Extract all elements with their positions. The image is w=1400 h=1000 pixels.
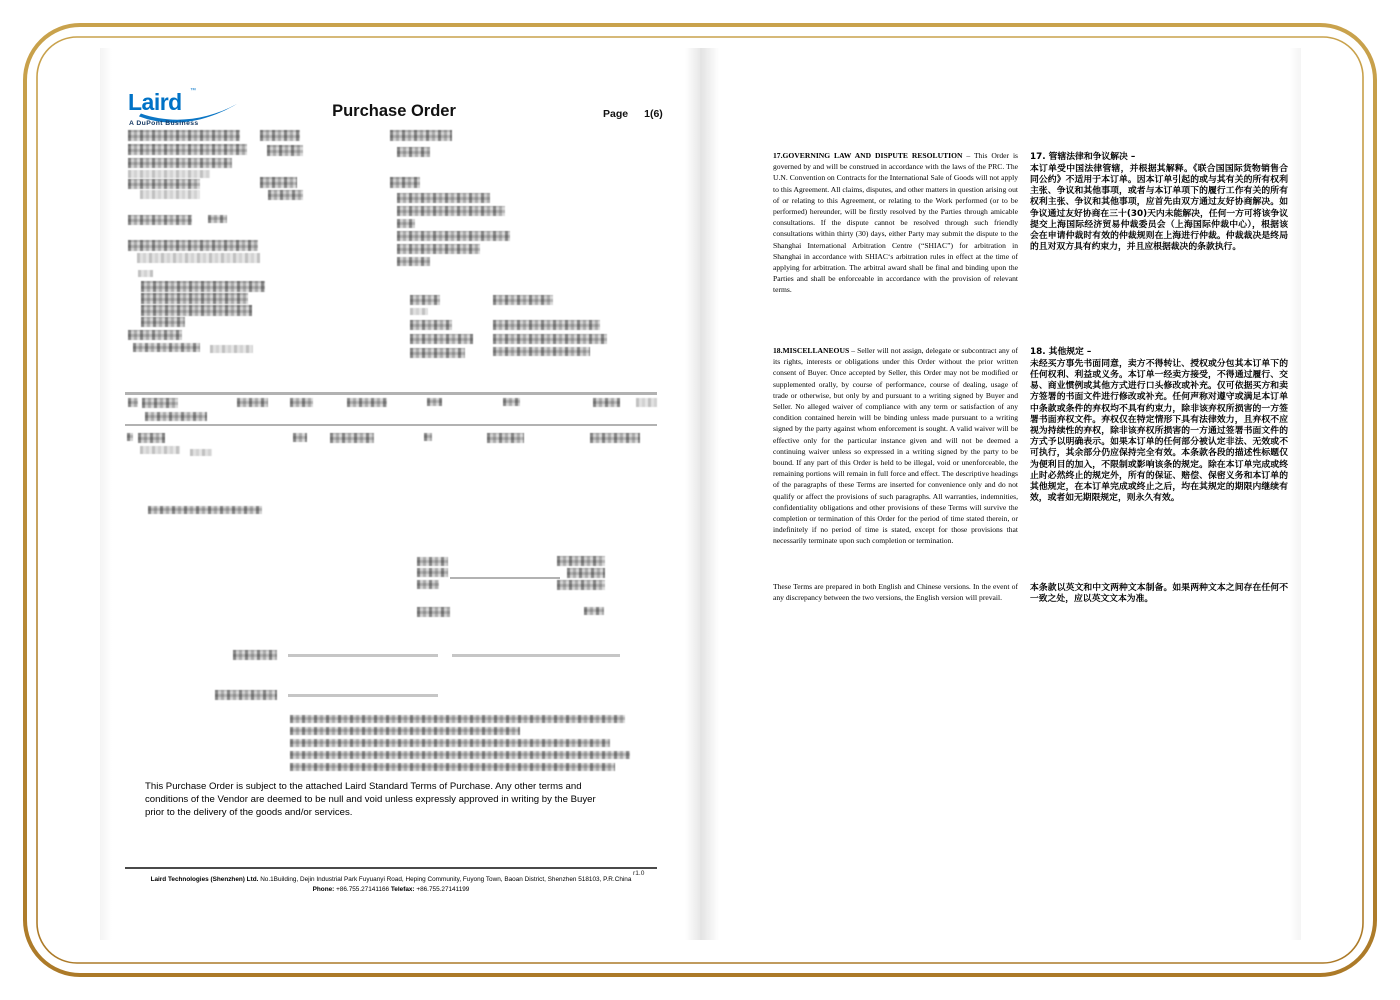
redacted-text-block: [557, 580, 605, 590]
redacted-text-block: [397, 257, 430, 266]
redacted-text-block: [347, 398, 387, 407]
redacted-text-block: [137, 253, 260, 263]
redacted-text-block: [128, 398, 138, 407]
revision-label: r1.0: [633, 870, 645, 877]
section-18-chinese: [1030, 347, 1288, 504]
redacted-text-block: [590, 433, 640, 443]
redacted-text-block: [593, 398, 620, 407]
logo-tagline: A DuPont Business: [129, 120, 199, 127]
page-footer: [125, 875, 657, 895]
redacted-text-block: [260, 130, 300, 141]
redacted-text-block: [397, 193, 490, 203]
rule-line: [125, 392, 657, 395]
page-title: Purchase Order: [332, 102, 456, 120]
redacted-text-block: [290, 398, 313, 407]
redacted-text-block: [390, 177, 420, 188]
section-17-english: [773, 150, 1018, 296]
section-17-zh-heading: 17. 管辖法律和争议解决 –: [1030, 152, 1136, 162]
redacted-text-block: [128, 158, 232, 168]
redacted-text-block: [233, 650, 277, 660]
closing-clause-zh-text: 本条款以英文和中文两种文本制备。如果两种文本之间存在任何不一致之处，应以英文文本为准。: [1030, 583, 1288, 605]
footer-address-line: [125, 875, 657, 885]
redacted-text-block: [260, 177, 297, 188]
redacted-text-block: [128, 144, 247, 155]
footer-contact-line: [125, 885, 657, 895]
redacted-text-block: [148, 506, 262, 514]
redacted-text-block: [493, 320, 600, 330]
redacted-text-block: [397, 231, 510, 241]
redacted-text-block: [397, 206, 505, 216]
redacted-text-block: [410, 320, 452, 330]
redacted-text-block: [290, 739, 610, 747]
redacted-text-block: [493, 295, 553, 305]
rule-line: [125, 424, 657, 426]
purchase-order-page: [100, 48, 700, 940]
redacted-text-block: [410, 295, 440, 305]
redacted-text-block: [140, 190, 200, 199]
redacted-text-block: [503, 398, 520, 406]
redacted-text-block: [127, 433, 133, 441]
redacted-text-block: [397, 244, 480, 254]
redacted-text-block: [410, 308, 428, 315]
footer-fax-label: Telefax:: [390, 886, 415, 893]
section-18-zh-body: 未经买方事先书面同意，卖方不得转让、授权或分包其本订单下的任何权利、利益或义务。本订单一经卖方接受，不得通过履行、交易、商业惯例或其他方式进行口头修改或补充。仅可依据买方和卖方签署的书面文件进行修改或补充。任何声称对遵守或满足本订单中条款或条件的弃权均不具有约束力，除非该弃权所损害的一方签署书面弃权文件。弃权仅在特定情形下具有法律效力，且弃权不应视为持续性的弃权，除非该弃权所损害的一方通过签署书面文件的方式予以明确表示。如果本订单的任何部分被认定非法、无效或不可执行，其余部分仍应保持完全有效。本条款各段的描述性标题仅为便利目的加入，不限制或影响该条的规定。除在本订单完成或终止时必然终止的规定外，所有的保证、赔偿、保密义务和本订单的其他规定，在本订单完成或终止之后，均在其规定的期限内继续有效，或者如无期限规定，则永久有效。: [1030, 358, 1288, 504]
redacted-text-block: [268, 190, 303, 200]
redacted-text-block: [210, 345, 253, 353]
rule-line: [288, 694, 438, 697]
redacted-text-block: [190, 449, 212, 456]
rule-line: [450, 577, 560, 579]
rule-line: [125, 867, 657, 869]
rule-line: [288, 654, 438, 657]
footer-phone: +86.755.27141166: [336, 886, 390, 893]
redacted-text-block: [567, 568, 605, 578]
redacted-text-block: [290, 763, 615, 771]
rule-line: [452, 654, 620, 657]
redacted-text-block: [487, 433, 524, 443]
footer-fax: +86.755.27141199: [416, 886, 470, 893]
redacted-text-block: [397, 219, 415, 228]
terms-page: [700, 48, 1301, 940]
redacted-text-block: [493, 334, 607, 344]
redacted-text-block: [138, 270, 153, 277]
redacted-text-block: [417, 580, 439, 589]
closing-clause-en-text: These Terms are prepared in both English and Chinese versions. In the event of any discrepancy between the two versions, the English version will prevail.: [773, 582, 1018, 603]
redacted-text-block: [215, 690, 277, 700]
terms-notice: This Purchase Order is subject to the attached Laird Standard Terms of Purchase. Any other terms and conditions of the Vendor are deemed to be null and void unless expressly approved in writing by the Buyer prior to the delivery of the goods and/or services.: [145, 781, 596, 818]
redacted-text-block: [390, 130, 452, 141]
redacted-text-block: [128, 179, 200, 189]
closing-clause-english: [773, 581, 1018, 603]
redacted-text-block: [128, 170, 210, 178]
redacted-text-block: [417, 607, 450, 617]
redacted-text-block: [133, 343, 200, 352]
footer-address: No.1Building, Dejin Industrial Park Fuyuanyi Road, Heping Community, Fuyong Town, Baoan District, Shenzhen 518103, P.R.China: [260, 876, 632, 883]
footer-phone-label: Phone:: [312, 886, 335, 893]
redacted-text-block: [293, 433, 307, 442]
redacted-text-block: [128, 130, 240, 141]
closing-clause-chinese: [1030, 583, 1288, 605]
section-17-heading: 17.GOVERNING LAW AND DISPUTE RESOLUTION: [773, 151, 963, 160]
redacted-text-block: [290, 751, 630, 759]
redacted-text-block: [290, 727, 520, 735]
redacted-text-block: [128, 330, 182, 340]
redacted-text-block: [267, 145, 303, 156]
trademark-symbol: ™: [190, 88, 196, 94]
page-number-label: Page: [603, 108, 629, 120]
laird-logo-text: Laird: [128, 89, 182, 115]
redacted-text-block: [584, 607, 604, 615]
redacted-text-block: [397, 147, 430, 157]
redacted-text-block: [128, 215, 192, 225]
redacted-text-block: [128, 240, 258, 251]
section-17-body: – This Order is governed by and will be construed in accordance with the laws of the PRC. The U.N. Convention on Contracts for the International Sale of Goods will not apply to this Agreement. All claims, disputes, and other matters in question arising out of or relating to this Agreement, or relating to the Work performed (or to be performed) hereunder, will be firstly resolved by the Parties through amicable consultations. If the dispute cannot be resolved through such friendly consultations within thirty (30) days, either Party may submit the dispute to the Shanghai International Arbitration Centre (“SHIAC”) for arbitration in Shanghai in accordance with SHIAC‘s arbitration rules in effect at the time of applying for arbitration. The arbitral award shall be final and binding upon the Parties and shall be enforceable in accordance with the provision of relevant terms.: [773, 151, 1019, 295]
redacted-text-block: [142, 398, 178, 408]
section-17-chinese: [1030, 152, 1288, 253]
section-18-heading: 18.MISCELLANEOUS: [773, 346, 850, 355]
redacted-text-block: [417, 568, 448, 577]
redacted-text-block: [557, 556, 605, 566]
redacted-text-block: [145, 412, 207, 421]
redacted-text-block: [636, 398, 657, 407]
redacted-text-block: [417, 557, 448, 566]
section-18-english: [773, 345, 1018, 547]
section-17-zh-body: 本订单受中国法律管辖，并根据其解释。《联合国国际货物销售合同公约》不适用于本订单。因本订单引起的或与其有关的所有权利主张、争议和其他事项，或者与本订单项下的履行工作有关的所有权利主张、争议和其他事项，应首先由双方通过友好协商解决。如争议通过友好协商在三十(30)天内未能解决，任何一方可将该争议提交上海国际经济贸易仲裁委员会（上海国际仲裁中心），根据该会在申请仲裁时有效的仲裁规则在上海进行仲裁。仲裁裁决是终局的且对双方具有约束力，并且应根据裁决的条款执行。: [1030, 163, 1288, 253]
footer-company: Laird Technologies (Shenzhen) Ltd.: [150, 876, 259, 883]
redacted-text-block: [141, 293, 248, 304]
redacted-text-block: [290, 715, 625, 723]
page-number: [603, 108, 663, 120]
redacted-text-block: [424, 433, 432, 441]
section-18-zh-heading: 18. 其他规定 –: [1030, 347, 1092, 357]
redacted-text-block: [141, 317, 185, 327]
redacted-text-block: [141, 281, 265, 292]
redacted-text-block: [140, 446, 180, 454]
redacted-text-block: [427, 398, 442, 406]
redacted-text-block: [237, 398, 268, 407]
section-18-body: – Seller will not assign, delegate or subcontract any of its rights, interests or obligations under this Order without the prior written consent of Buyer. Once accepted by Seller, this Order may not be modified or supplemented orally, by course of performance, course of dealing, usage of trade or otherwise, but only by and pursuant to a writing signed by Buyer and Seller. No alleged waiver of compliance with any term or satisfaction of any condition contained herein will be binding unless made pursuant to a writing signed by the party against whom enforcement is sought. A valid waiver will be effective only for the particular instance given and will not be deemed a continuing waiver unless so expressed in a writing signed by the party to be bound. If any part of this Order is held to be illegal, void or unenforceable, the remaining portions will remain in full force and effect. The descriptive headings of the paragraphs of these Terms are inserted for convenience only and do not qualify or affect the provisions of such paragraphs. All warranties, indemnities, confidentiality obligations and other provisions of these Terms will survive the completion or termination of this Order for the period of time stated therein, or indefinitely if no period of time is stated, except for those provisions that necessarily terminate upon such completion or termination.: [773, 346, 1018, 546]
page-number-value: 1(6): [644, 108, 663, 120]
redacted-text-block: [493, 347, 590, 356]
redacted-text-block: [208, 215, 227, 223]
redacted-text-block: [141, 305, 252, 316]
redacted-text-block: [138, 433, 165, 443]
redacted-text-block: [410, 348, 465, 358]
redacted-text-block: [410, 334, 473, 344]
document-spread: [100, 48, 1300, 940]
redacted-text-block: [330, 433, 374, 443]
